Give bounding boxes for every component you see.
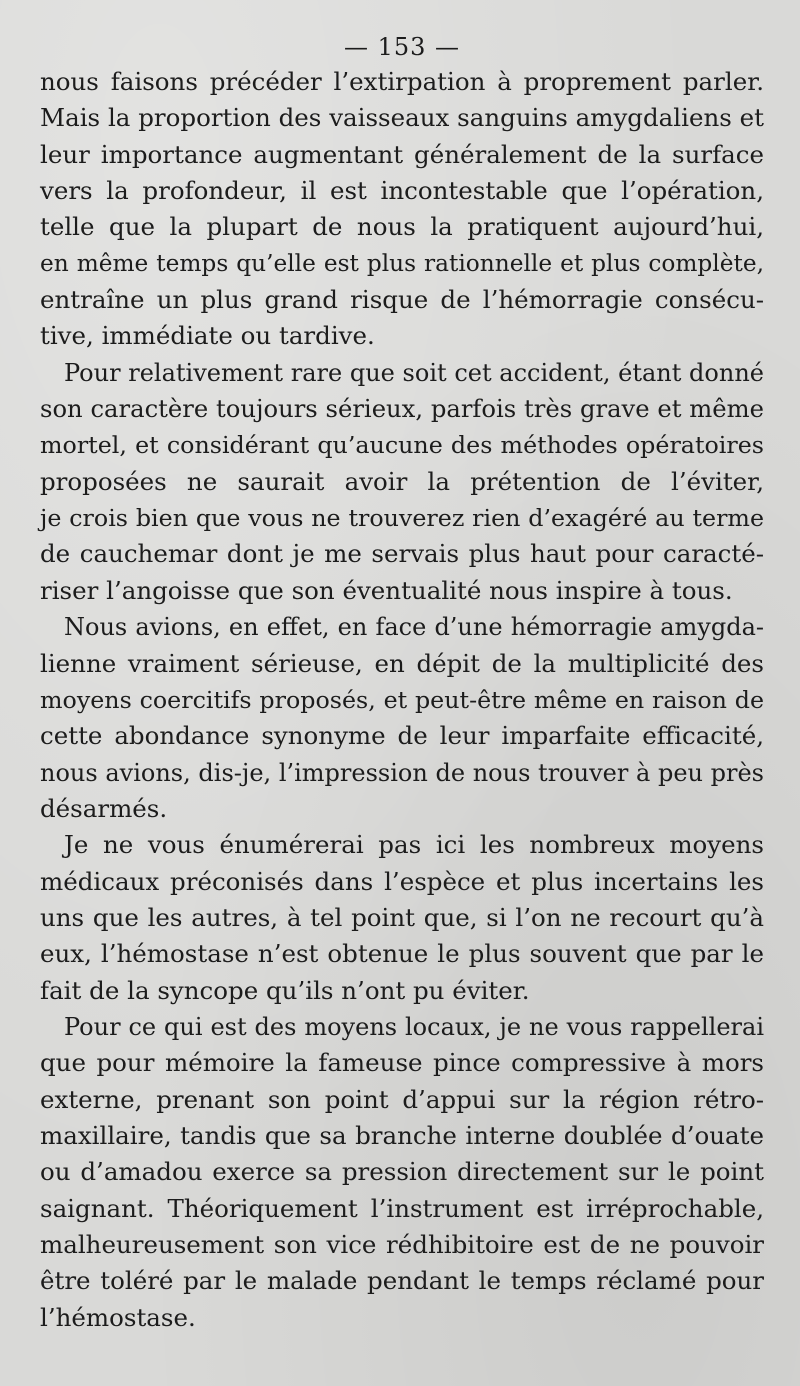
paragraph [40, 827, 764, 1009]
text-line: proposées ne saurait avoir la prétention de l’éviter, [40, 466, 764, 496]
text-line: Je ne vous énumérerai pas ici les nombreux moyens [64, 830, 764, 860]
text-line: telle que la plupart de nous la pratiquent aujourd’hui, [40, 212, 764, 242]
text-line: leur importance augmentant généralement de la surface [40, 139, 764, 169]
text-line: entraîne un plus grand risque de l’hémorragie consécu- [40, 285, 764, 315]
text-line: uns que les autres, à tel point que, si l’on ne recourt qu’à [40, 902, 764, 932]
paragraph [40, 1009, 764, 1336]
text-line: eux, l’hémostase n’est obtenue le plus souvent que par le [40, 939, 764, 969]
text-line: nous faisons précéder l’extirpation à proprement parler. [40, 67, 764, 96]
text-line: fait de la syncope qu’ils n’ont pu éviter. [40, 975, 530, 1005]
text-line: ou d’amadou exerce sa pression directement sur le point [40, 1157, 764, 1187]
text-line: maxillaire, tandis que sa branche interne doublée d’ouate [40, 1120, 764, 1150]
text-line: être toléré par le malade pendant le temps réclamé pour [40, 1266, 764, 1296]
text-line: Pour relativement rare que soit cet accident, étant donné [64, 358, 764, 387]
text-line: mortel, et considérant qu’aucune des méthodes opératoires [40, 431, 764, 460]
text-line: nous avions, dis-je, l’impression de nous trouver à peu près [40, 758, 764, 787]
text-line: de cauchemar dont je me servais plus haut pour caracté- [40, 539, 764, 569]
text-line: en même temps qu’elle est plus rationnelle et plus complète, [40, 249, 764, 277]
text-line: malheureusement son vice rédhibitoire est de ne pouvoir [40, 1230, 764, 1259]
text-line: externe, prenant son point d’appui sur la région rétro- [40, 1084, 764, 1114]
text-line: que pour mémoire la fameuse pince compressive à mors [40, 1048, 764, 1078]
page-number: — 153 — [343, 33, 461, 61]
paragraph [40, 64, 764, 355]
paragraph [40, 609, 764, 827]
text-line: moyens coercitifs proposés, et peut-être même en raison de [40, 685, 764, 714]
text-line: Mais la proportion des vaisseaux sanguins amygdaliens et [40, 103, 764, 133]
text-line: Nous avions, en effet, en face d’une hémorragie amygda- [64, 613, 764, 642]
paragraph [40, 355, 764, 609]
text-line: je crois bien que vous ne trouverez rien d’exagéré au terme [40, 504, 764, 533]
text-line: lienne vraiment sérieuse, en dépit de la multiplicité des [40, 648, 764, 678]
text-line: vers la profondeur, il est incontestable que l’opération, [40, 176, 764, 206]
text-line: l’hémostase. [40, 1302, 196, 1332]
text-line: cette abondance synonyme de leur imparfaite efficacité, [40, 721, 764, 751]
text-line: médicaux préconisés dans l’espèce et plus incertains les [40, 866, 764, 896]
text-line: tive, immédiate ou tardive. [40, 321, 375, 351]
text-line: désarmés. [40, 793, 168, 823]
body-text [40, 64, 764, 1336]
text-line: son caractère toujours sérieux, parfois très grave et même [40, 394, 764, 424]
text-line: saignant. Théoriquement l’instrument est irréprochable, [40, 1193, 764, 1223]
text-line: riser l’angoisse que son éventualité nous inspire à tous. [40, 575, 733, 605]
text-line: Pour ce qui est des moyens locaux, je ne vous rappellerai [64, 1012, 764, 1041]
